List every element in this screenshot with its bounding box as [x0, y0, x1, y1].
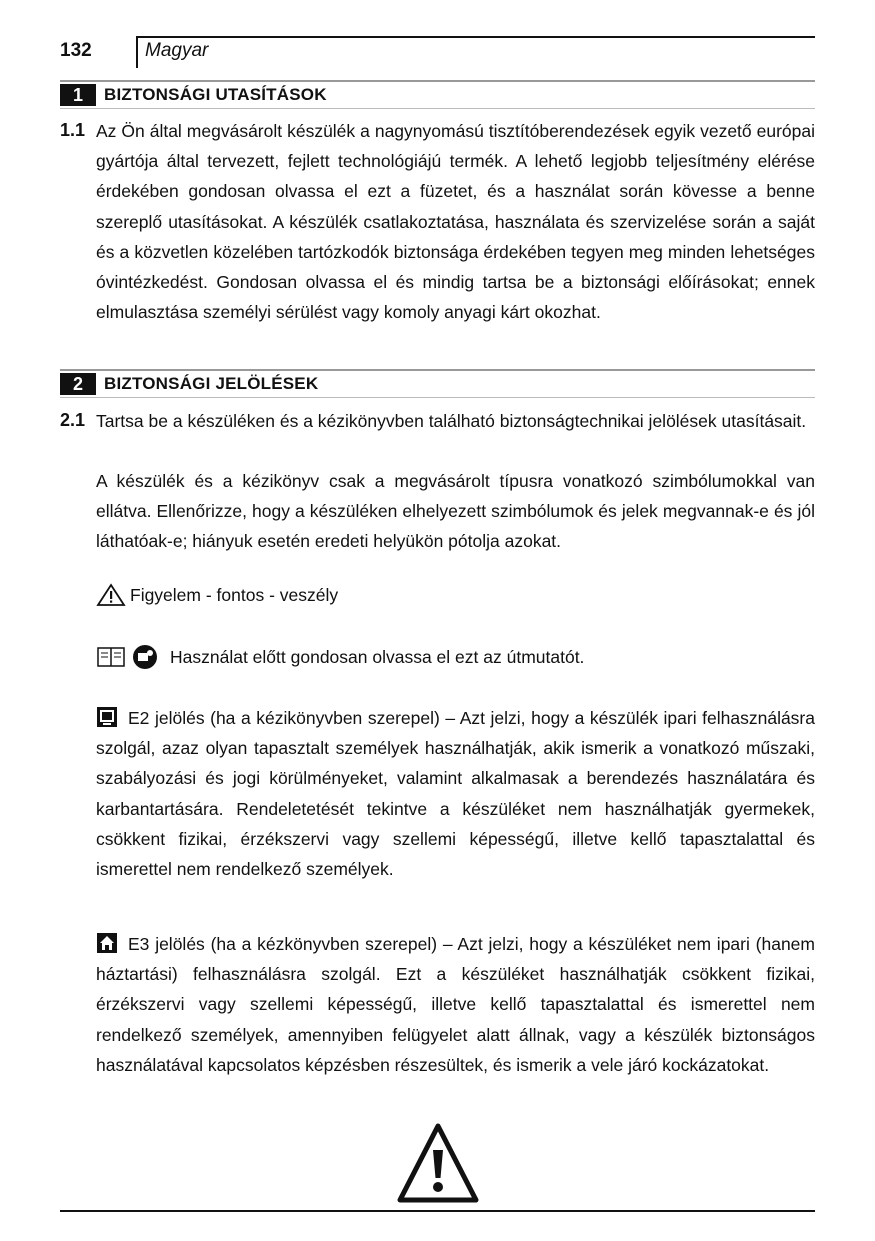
industrial-use-icon: [96, 706, 118, 728]
e3-block: [96, 929, 815, 1080]
manual-symbol-line: [96, 644, 584, 670]
manual-text: Használat előtt gondosan olvassa el ezt az útmutatót.: [170, 647, 585, 667]
section-number: 1: [60, 84, 96, 106]
section-heading-2: [60, 369, 815, 398]
header-divider-horizontal: [136, 36, 815, 38]
warning-text: Figyelem - fontos - veszély: [130, 585, 339, 605]
section-title: BIZTONSÁGI UTASÍTÁSOK: [104, 85, 327, 104]
paragraph-text-intro: Tartsa be a készüléken és a kézikönyvben található biztonságtechnikai jelölések utasításait.: [96, 411, 807, 431]
household-use-icon: [96, 932, 118, 954]
large-warning-triangle-icon: [396, 1122, 480, 1204]
read-manual-icon: [132, 644, 158, 670]
e2-block: [96, 703, 815, 884]
open-book-icon: [96, 645, 126, 669]
paragraph-number: 2.1: [60, 410, 86, 430]
page-number: 132: [60, 40, 92, 61]
section-heading-1: [60, 80, 815, 109]
e3-text: E3 jelölés (ha a kézkönyvben szerepel) – Azt jelzi, hogy a készüléket nem ipari (hanem háztartási) felhasználásra szolgál. Ezt a készüléket használhatják csökkent fizikai, érzékszervi vagy szellemi képességű, illetve kellő tapasztalattal és ismerettel nem rendelkező személyek, amennyiben felügyelet alatt állnak, vagy a készülék biztonságos használatával kapcsolatos képzésben részesültek, és ismerik a vele járó kockázatokat.: [96, 934, 815, 1075]
section-number: 2: [60, 373, 96, 395]
warning-triangle-icon: [96, 583, 126, 607]
paragraph-number: 1.1: [60, 120, 86, 140]
warning-symbol-line: [96, 582, 338, 608]
paragraph-text: Az Ön által megvásárolt készülék a nagynyomású tisztítóberendezések egyik vezető európai gyártója által tervezett, fejlett technológiájú termék. A lehető legjobb teljesítmény elérése érdekében gondosan olvassa el ezt a füzetet, és a használat során kövesse a benne szereplő utasításokat. A készülék csatlakoztatása, használata és szervizelése során a saját és a közvetlen közelében tartózkodók biztonsága érdekében tegyen meg minden lehetséges óvintézkedést. Gondosan olvassa el és mindig tartsa be a biztonsági előírásokat; ennek elmulasztása személyi sérülést vagy komoly anyagi kárt okozhat.: [96, 121, 815, 323]
header-divider-vertical: [136, 36, 138, 68]
paragraph-text-more: A készülék és a kézikönyv csak a megvásárolt típusra vonatkozó szimbólumokkal van ellátva. Ellenőrizze, hogy a készüléken elhelyezett szimbólumok és jelek megvannak-e és jól láthatóak-e; hiányuk esetén eredeti helyükön pótolja azokat.: [96, 471, 815, 552]
section-title: BIZTONSÁGI JELÖLÉSEK: [104, 374, 319, 393]
footer-divider: [60, 1210, 815, 1212]
header-language: Magyar: [145, 40, 209, 61]
e2-text: E2 jelölés (ha a kézikönyvben szerepel) – Azt jelzi, hogy a készülék ipari felhasználásra szolgál, azaz olyan tapasztalt személyek használhatják, akik ismerik a vonatkozó műszaki, szabályozási és jogi körülményeket, valamint alkalmasak a berendezés használatára és karbantartására. Rendeletetését tekintve a készüléket nem használhatják gyermekek, csökkent fizikai, érzékszervi vagy szellemi képességű, illetve kellő tapasztalattal és ismerettel nem rendelkező személyek.: [96, 708, 815, 880]
